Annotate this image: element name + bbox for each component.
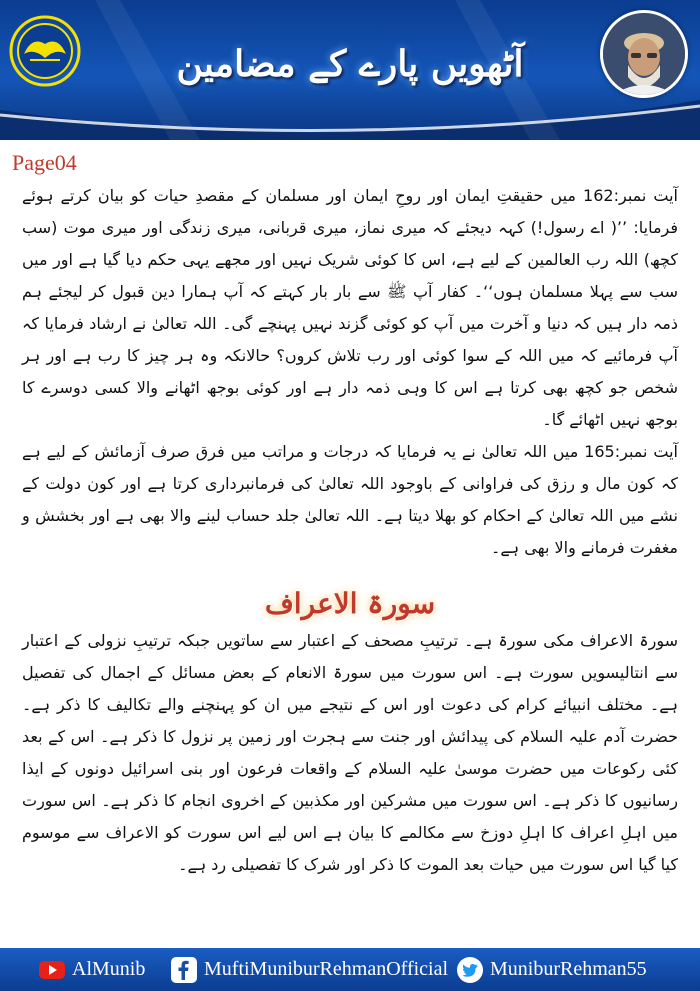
page-title: آٹھویں پارے کے مضامین (176, 43, 524, 85)
surah-heading: سورۃ الاعراف (264, 587, 436, 620)
facebook-icon (170, 956, 198, 984)
paragraph-ayah-162: آیت نمبر:162 میں حقیقتِ ایمان اور روحِ ایمان اور مسلمان کے مقصدِ حیات کو بیان کرتے ہوئے فرمایا: ’’( اے رسول!) کہہ دیجئے کہ میری نماز، میری قربانی، میری زندگی اور میری موت (سب کچھ) اللہ رب العالمین کے لیے ہے، اس کا کوئی شریک نہیں اور مجھے یہی حکم دیا گیا ہے اور میں سب سے پہلا مسلمان ہوں‘‘۔ کفار آپ ﷺ سے بار بار کہتے کہ آپ ہمارا دین قبول کر لیجئے ہم ذمہ دار ہیں کہ دنیا و آخرت میں آپ کو کوئی گزند نہیں پہنچے گی۔ اللہ تعالیٰ نے ارشاد فرمایا کہ آپ فرمائیے کہ میں اللہ کے سوا کوئی اور رب تلاش کروں؟ حالانکہ وہ ہر چیز کا رب ہے اور ہر شخص جو کچھ بھی کرتا ہے اس کا وہی ذمہ دار ہے اور کوئی بوجھ اٹھانے والا کسی دوسرے کا بوجھ نہیں اٹھائے گا۔ (22, 186, 679, 429)
facebook-link[interactable] (170, 948, 448, 991)
page-header (0, 0, 700, 140)
youtube-handle: AlMunib (72, 958, 146, 980)
twitter-icon (456, 956, 484, 984)
youtube-icon (38, 956, 66, 984)
paragraph-surah-araf: سورۃ الاعراف مکی سورۃ ہے۔ ترتیبِ مصحف کے اعتبار سے ساتویں جبکہ ترتیبِ نزولی کے اعتبار سے انتالیسویں سورت ہے۔ اس سورت میں سورۃ الانعام کے بعض مسائل کے اجمال کی تفصیل ہے۔ مختلف انبیائے کرام کی دعوت اور اس کے نتیجے میں ان کو پہنچنے والے تکالیف کا ذکر ہے۔ حضرت آدم علیہ السلام کی پیدائش اور جنت سے ہجرت اور زمین پر نزول کا ذکر ہے۔ اس کے بعد کئی رکوعات میں حضرت موسیٰ علیہ السلام کے واقعات فرعون اور بنی اسرائیل دونوں کے ایذا رسانیوں کا ذکر ہے۔ اس سورت میں مشرکین اور مکذبین کے اخروی انجام کا ذکر ہے۔ اس سورت میں اہلِ اعراف کا اہلِ دوزخ سے مکالمے کا بیان ہے اس لیے اس سورت کو الاعراف سے موسوم کیا گیا اس سورت میں حیات بعد الموت کا ذکر اور شرک کا تفصیلی رد ہے۔ (22, 631, 678, 874)
facebook-handle: MuftiMuniburRehmanOfficial (204, 958, 449, 980)
almunib-logo (8, 14, 82, 88)
twitter-link[interactable] (456, 948, 647, 991)
page-number-label: Page04 (12, 150, 77, 175)
paragraph-ayah-165: آیت نمبر:165 میں اللہ تعالیٰ نے یہ فرمایا کہ درجات و مراتب میں فرق صرف آزمائش کے لیے ہے کہ کون مال و رزق کی فراوانی کے باوجود اللہ تعالیٰ کی فرمانبرداری کرتا ہے اور کون دولت کے نشے میں اللہ تعالیٰ کے احکام کو بھلا دیتا ہے۔ اللہ تعالیٰ جلد حساب لینے والا بھی ہے اور بخشش و مغفرت فرمانے والا بھی ہے۔ (22, 442, 678, 557)
social-footer (0, 948, 700, 991)
twitter-handle: MuniburRehman55 (490, 958, 647, 980)
author-portrait (600, 10, 688, 98)
youtube-link[interactable] (38, 948, 145, 991)
